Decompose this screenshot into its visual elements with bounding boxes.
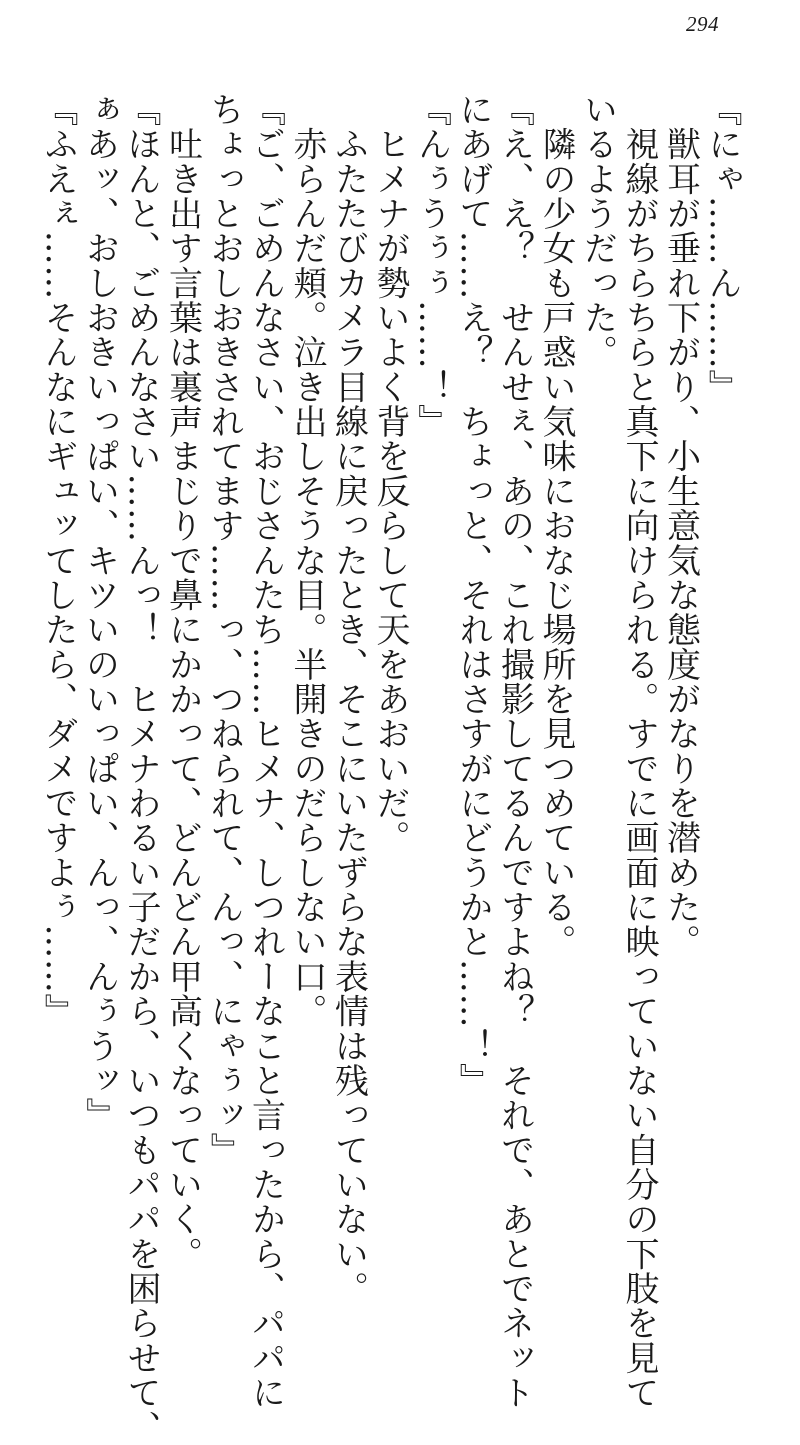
text-line: 『え、え？ せんせぇ、あの、これ撮影してるんですよね？ それで、あとでネット (494, 92, 535, 1410)
text-line: 『ふえぇ……そんなにギュッてしたら、ダメですよぅ……』 (38, 92, 78, 1029)
text-line: ぁあッ、おしおきいっぱい、キツいのいっぱい、んっ、んぅうッ』 (79, 92, 120, 1133)
text-line: 吐き出す言葉は裏声まじりで鼻にかかって、どんどん甲高くなっていく。 (162, 92, 203, 1272)
text-line: にあげて……え？ ちょっと、それはさすがにどうかと……！』 (453, 92, 493, 1098)
text-line: 赤らんだ頬。泣き出しそうな目。半開きのだらしない口。 (287, 92, 327, 1029)
text-line: 隣の少女も戸惑い気味におなじ場所を見つめている。 (536, 92, 576, 959)
page-number: 294 (686, 12, 719, 36)
text-line: ふたたびカメラ目線に戻ったとき、そこにいたずらな表情は残っていない。 (328, 92, 369, 1306)
text-line: 獣耳が垂れ下がり、小生意気な態度がなりを潜めた。 (660, 92, 701, 959)
novel-text-body (37, 92, 743, 1445)
text-line: 『んぅうぅぅ……！』 (411, 92, 452, 439)
text-line: 『ほんと、ごめんなさい……んっ！ ヒメナわるい子だから、いつもパパを困らせて、 (121, 92, 161, 1445)
text-line: いるようだった。 (577, 92, 618, 370)
text-line: 『ご、ごめんなさい、おじさんたち……ヒメナ、しつれーなこと言ったから、パパに (245, 92, 286, 1410)
text-line: ちょっとおしおきされてます……っ、つねられて、んっ、にゃぅッ』 (204, 92, 244, 1168)
text-line: 『にゃ……ん……』 (702, 92, 742, 405)
text-line: ヒメナが勢いよく背を反らして天をあおいだ。 (370, 92, 410, 855)
text-line: 視線がちらちらと真下に向けられる。すでに画面に映っていない自分の下肢を見て (619, 92, 659, 1410)
